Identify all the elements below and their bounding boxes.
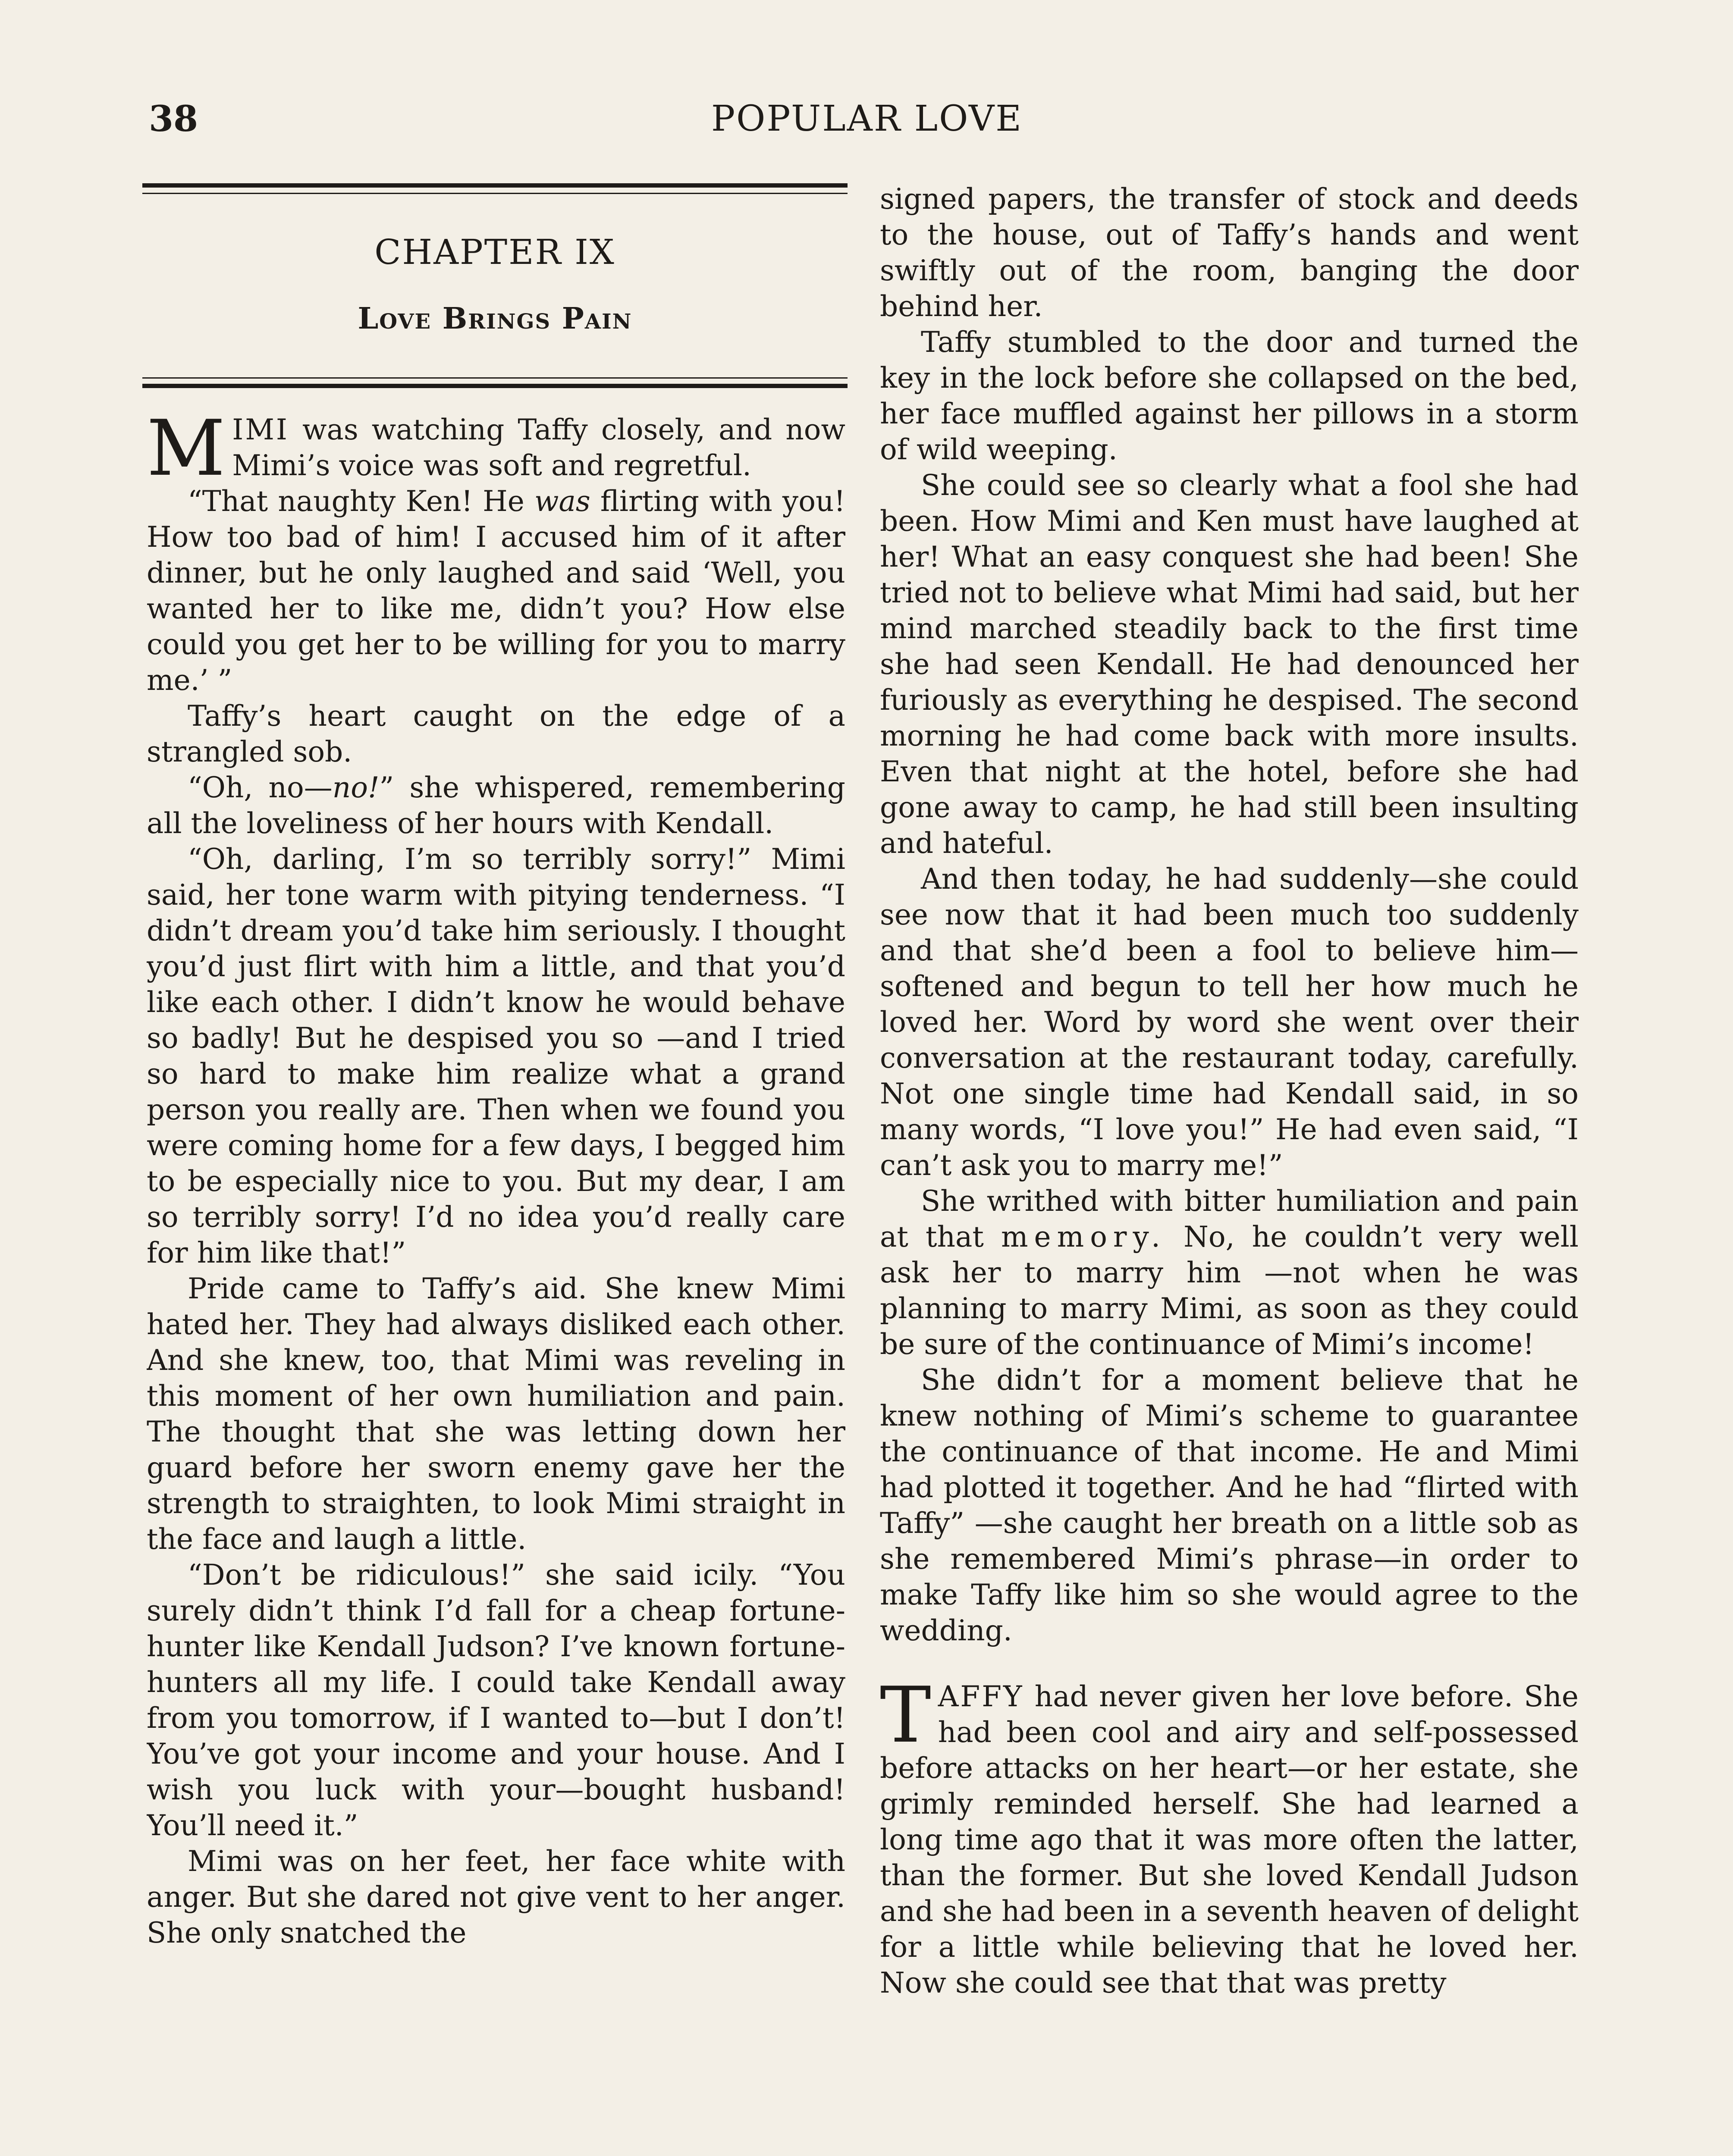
paragraph: Taffy’s heart caught on the edge of a strangled sob.	[147, 699, 845, 768]
paragraph: “Oh, darling, I’m so terribly sorry!” Mimi said, her tone warm with pitying tenderness. “I didn’t dream you’d take him seriously. I thought you’d just flirt with him a little, and that you’d like each other. I didn’t know he would behave so badly! But he despised you so —and I tried so hard to make him realize what a grand person you really are. Then when we found you were coming home for a few days, I begged him to be especially nice to you. But my dear, I am so terribly sorry! I’d no idea you’d really care for him like that!”	[147, 843, 845, 1269]
drop-cap: T	[880, 1670, 931, 1760]
running-head: POPULAR LOVE	[711, 98, 1023, 139]
paragraph: “Don’t be ridiculous!” she said icily. “You surely didn’t think I’d fall for a cheap fortune-hunter like Kendall Judson? I’ve known fortune-hunters all my life. I could take Kendall away from you tomorrow, if I wanted to—but I don’t! You’ve got your income and your house. And I wish you luck with your—bought husband! You’ll need it.”	[147, 1558, 845, 1842]
paragraph: And then today, he had suddenly—she could see now that it had been much too suddenly and that she’d been a fool to believe him—softened and begun to tell her how much he loved her. Word by word she went over their conversation at the restaurant today, carefully. Not one single time had Kendall said, in so many words, “I love you!” He had even said, “I can’t ask you to marry me!”	[880, 862, 1579, 1182]
paragraph: Taffy stumbled to the door and turned the key in the lock before she collapsed on the bed, her face muffled against her pillows in a storm of wild weeping.	[880, 326, 1579, 466]
paragraph: “Oh, no—no!” she whispered, remembering all the loveliness of her hours with Kendall.	[147, 771, 845, 840]
chapter-title: Love Brings Pain	[358, 301, 632, 336]
paragraph: “That naughty Ken! He was flirting with you! How too bad of him! I accused him of it after dinner, but he only laughed and said ‘Well, you wanted her to like me, didn’t you? How else could you get her to be willing for you to marry me.’ ”	[147, 485, 845, 697]
paragraph: signed papers, the transfer of stock and deeds to the house, out of Taffy’s hands and went swiftly out of the room, banging the door behind her.	[880, 182, 1579, 323]
paragraph: TAFFY had never given her love before. She had been cool and airy and self-possessed before attacks on her heart—or her estate, she grimly reminded herself. She had learned a long time ago that it was more often the latter, than the former. But she loved Kendall Judson and she had been in a seventh heaven of delight for a little while believing that he loved her. Now she could see that that was pretty	[880, 1670, 1579, 1999]
right-column	[880, 181, 1579, 2156]
paragraph: MIMI was watching Taffy closely, and now Mimi’s voice was soft and regretful.	[147, 412, 845, 493]
paragraph: Pride came to Taffy’s aid. She knew Mimi hated her. They had always disliked each other. And she knew, too, that Mimi was reveling in this moment of her own humiliation and pain. The thought that she was letting down her guard before her sworn enemy gave her the strength to straighten, to look Mimi straight in the face and laugh a little.	[147, 1272, 845, 1556]
chapter-rule-bottom	[142, 377, 848, 388]
paragraph: Mimi was on her feet, her face white with anger. But she dared not give vent to her anger. She only snatched the	[147, 1845, 845, 1949]
page-number: 38	[149, 98, 198, 140]
left-column	[147, 412, 845, 2156]
paragraph: She could see so clearly what a fool she had been. How Mimi and Ken must have laughed at her! What an easy conquest she had been! She tried not to believe what Mimi had said, but her mind marched steadily back to the first time she had seen Kendall. He had denounced her furiously as everything he despised. The second morning he had come back with more insults. Even that night at the hotel, before she had gone away to camp, he had still been insulting and hateful.	[880, 469, 1579, 860]
paragraph: She didn’t for a moment believe that he knew nothing of Mimi’s scheme to guarantee the continuance of that income. He and Mimi had plotted it together. And he had “flirted with Taffy” —she caught her breath on a little sob as she remembered Mimi’s phrase—in order to make Taffy like him so she would agree to the wedding.	[880, 1363, 1579, 1647]
drop-cap: M	[147, 412, 226, 493]
chapter-rule-top	[142, 183, 848, 194]
paragraph: She writhed with bitter humiliation and pain at that memory. No, he couldn’t very well ask her to marry him —not when he was planning to marry Mimi, as soon as they could be sure of the continuance of Mimi’s income!	[880, 1185, 1579, 1361]
chapter-heading: CHAPTER IX	[374, 232, 615, 272]
